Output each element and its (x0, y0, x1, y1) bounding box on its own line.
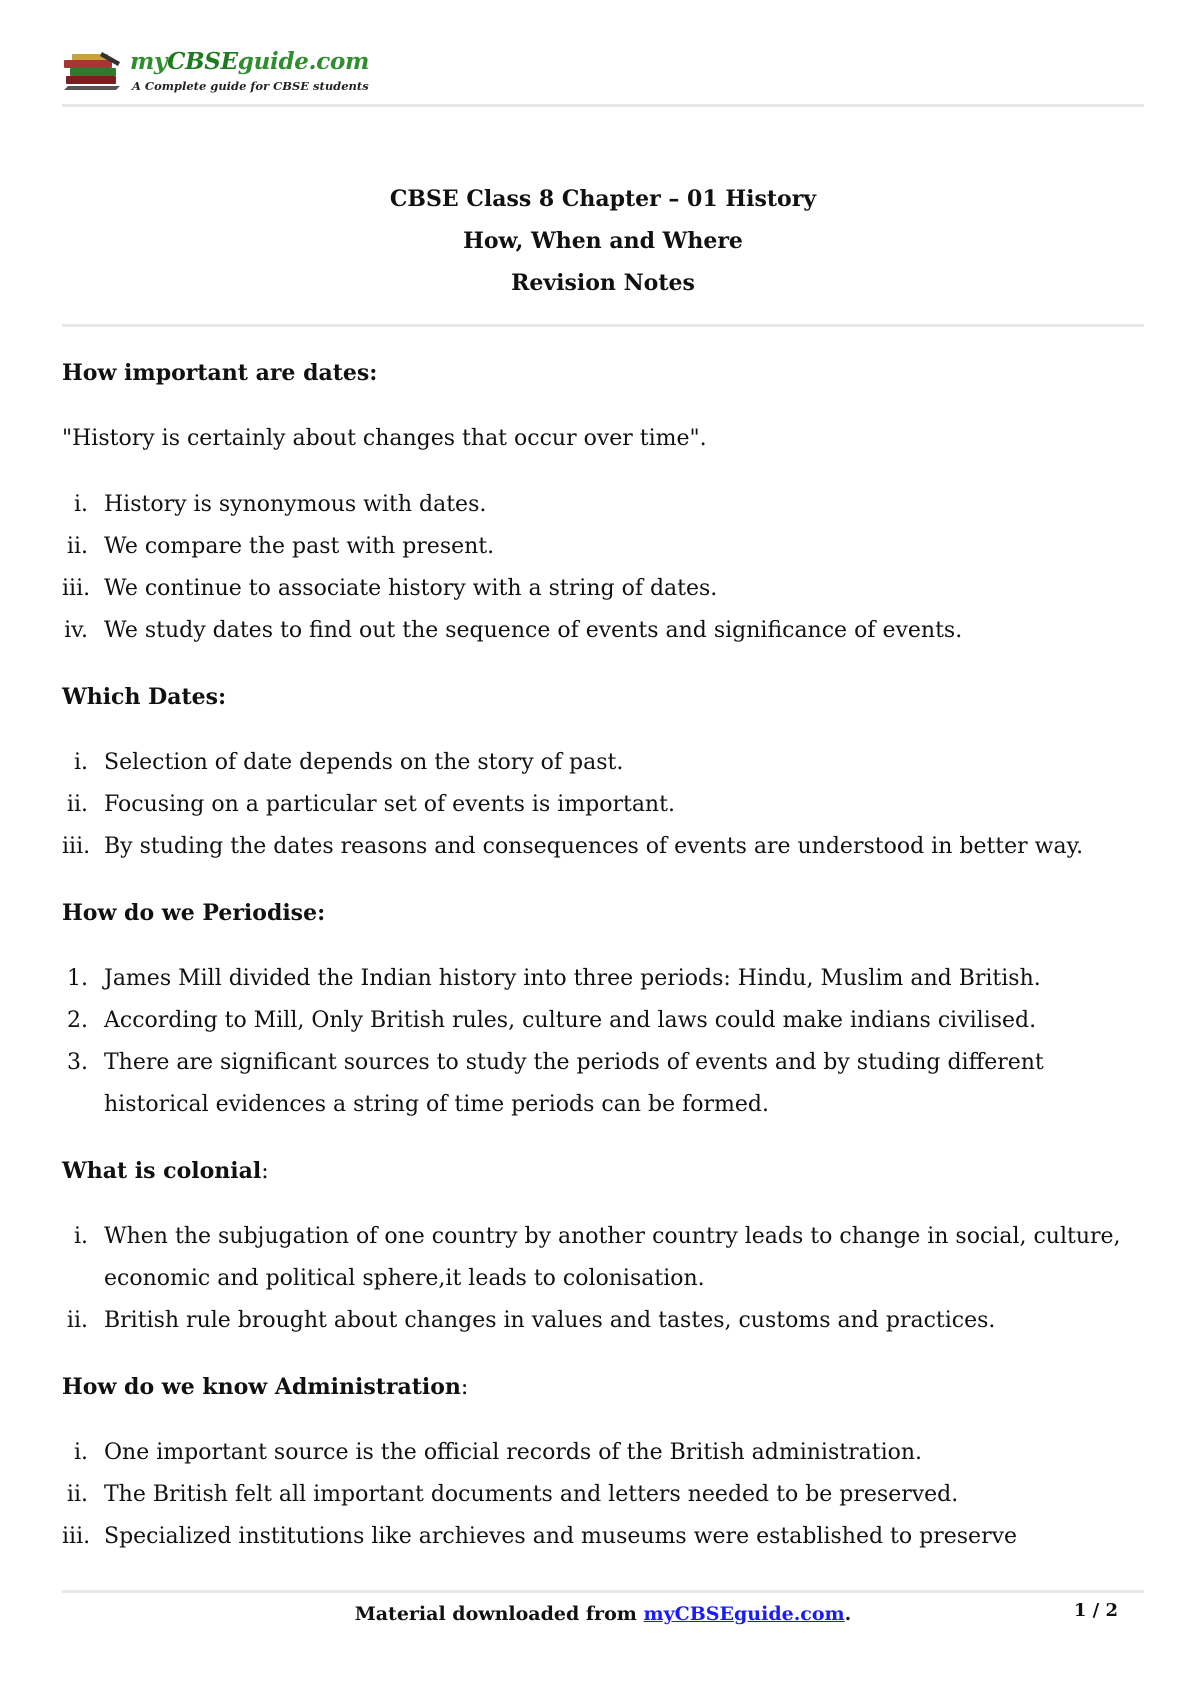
section-heading: Which Dates: (62, 684, 227, 710)
footer-site-link[interactable]: myCBSEguide.com (643, 1603, 845, 1625)
document-title (62, 178, 1144, 304)
list-item: ii. Focusing on a particular set of events is important. (66, 792, 675, 817)
list-item: iv. We study dates to find out the sequence of events and significance of events. (64, 618, 963, 643)
list-item: ii. The British felt all important documents and letters needed to be preserved. (66, 1482, 959, 1507)
section-heading: What is colonial: (62, 1158, 269, 1184)
section-list (62, 1216, 1144, 1342)
section-heading: How do we know Administration: (62, 1374, 469, 1400)
list-item: 3. There are significant sources to study the periods of events and by studing different historical evidences a string of time periods can be formed. (67, 1050, 1044, 1117)
section-list (62, 958, 1144, 1126)
header-divider (62, 104, 1144, 107)
list-item: i. One important source is the official records of the British administration. (73, 1440, 923, 1465)
title-line-3: Revision Notes (511, 270, 695, 296)
list-item: ii. British rule brought about changes in values and tastes, customs and practices. (66, 1308, 996, 1333)
quote-text: "History is certainly about changes that occur over time". (62, 426, 707, 451)
title-line-1: CBSE Class 8 Chapter – 01 History (389, 186, 817, 212)
page-header (62, 44, 1144, 106)
list-item: i. When the subjugation of one country by another country leads to change in social, culture, economic and political sphere,it leads to colonisation. (73, 1224, 1121, 1291)
books-icon (62, 48, 124, 92)
site-logo (62, 44, 402, 100)
list-item: iii. Specialized institutions like archieves and museums were established to preserve (62, 1524, 1018, 1549)
section-list (62, 484, 1144, 652)
section-heading: How important are dates: (62, 360, 378, 386)
list-item: i. History is synonymous with dates. (73, 492, 487, 517)
list-item: iii. We continue to associate history with a string of dates. (62, 576, 718, 601)
footer-divider (62, 1590, 1144, 1593)
section-list (62, 742, 1144, 868)
title-line-2: How, When and Where (463, 228, 743, 254)
section-list (62, 1432, 1144, 1558)
list-item: 1. James Mill divided the Indian history into three periods: Hindu, Muslim and British. (67, 966, 1041, 991)
logo-wordmark: myCBSEguide.com (130, 48, 370, 75)
list-item: i. Selection of date depends on the story of past. (73, 750, 624, 775)
title-divider (62, 324, 1144, 327)
list-item: ii. We compare the past with present. (66, 534, 495, 559)
list-item: iii. By studing the dates reasons and consequences of events are understood in better way. (62, 834, 1084, 859)
footer-note: Material downloaded from myCBSEguide.com. (354, 1603, 852, 1625)
page-number: 1 / 2 (1073, 1600, 1118, 1621)
notes-body (62, 352, 1144, 1558)
logo-tagline: A Complete guide for CBSE students (132, 79, 369, 93)
list-item: 2. According to Mill, Only British rules, culture and laws could make indians civilised. (67, 1008, 1037, 1033)
section-heading: How do we Periodise: (62, 900, 326, 926)
